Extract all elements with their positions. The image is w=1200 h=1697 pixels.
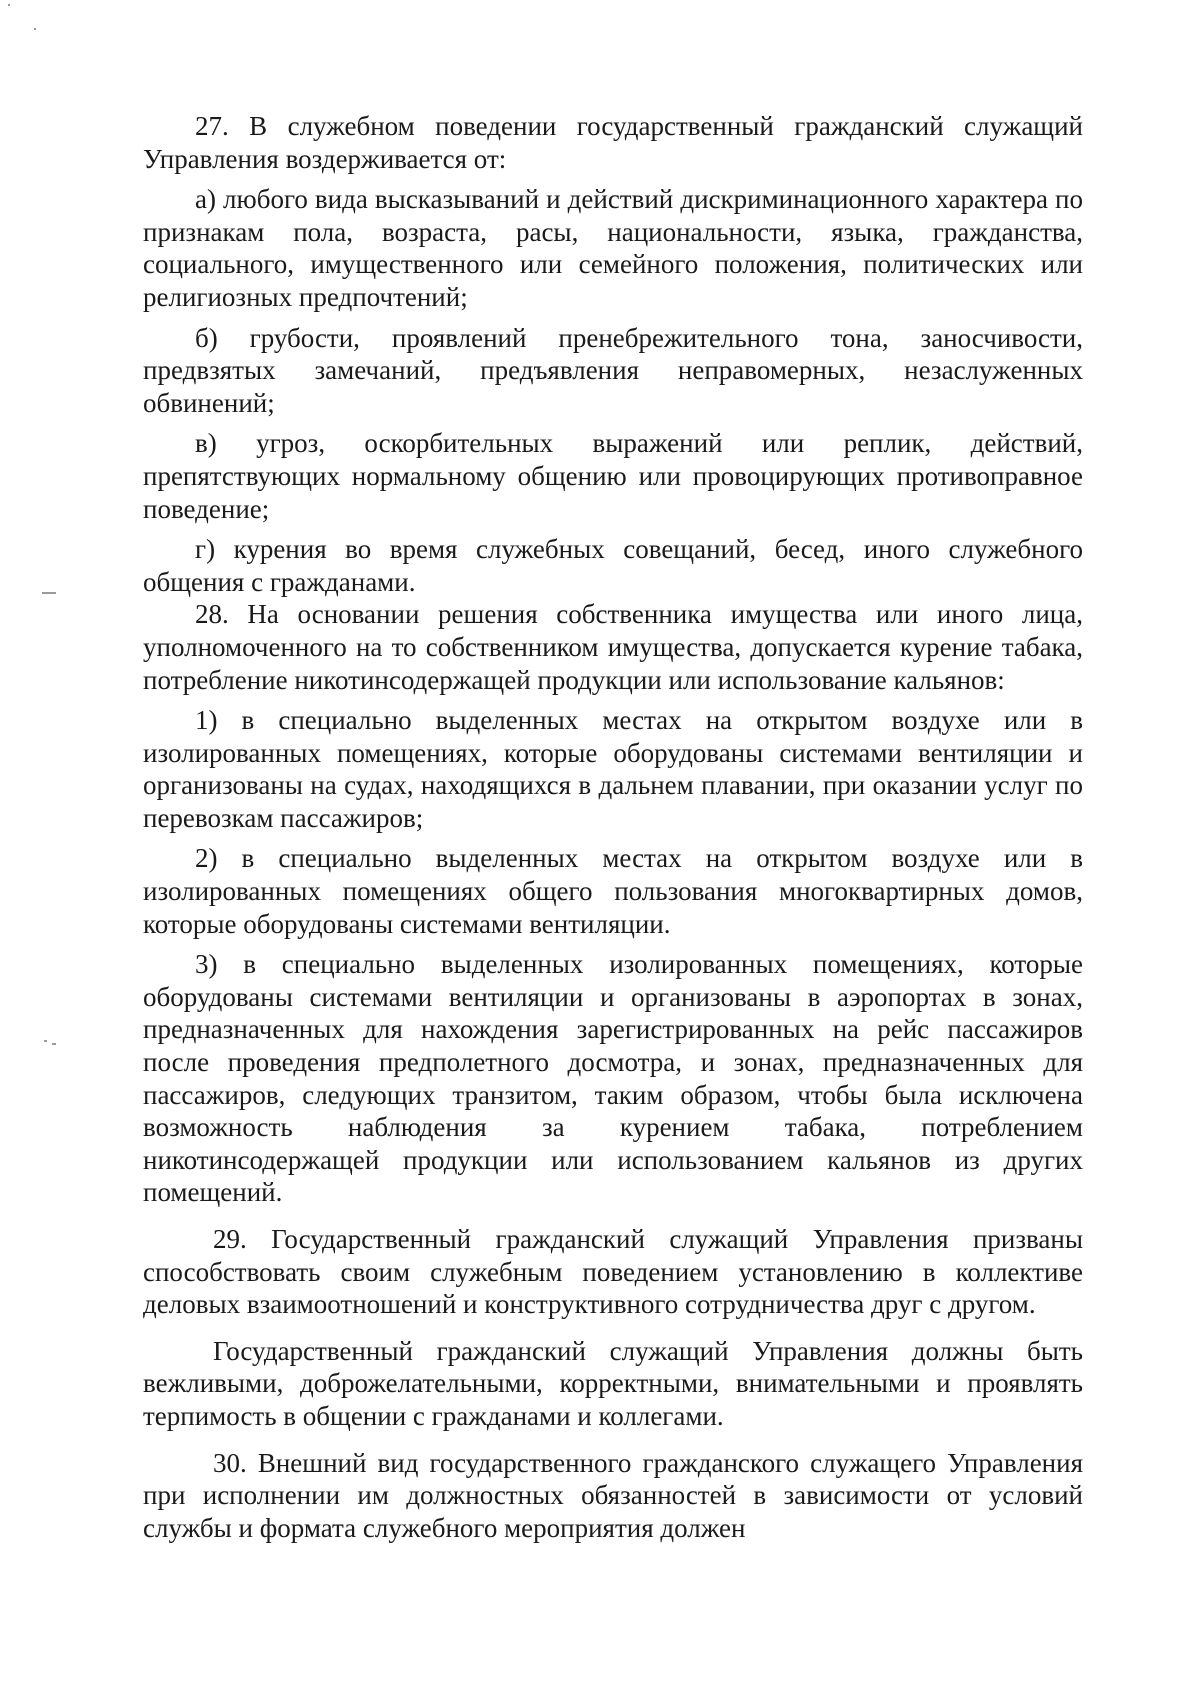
paragraph-27-b: б) грубости, проявлений пренебрежительного тона, заносчивости, предвзятых замечаний, предъявления неправомерных, незаслуженных обвинений; xyxy=(143,322,1083,418)
paragraph-30: 30. Внешний вид государственного гражданского служащего Управления при исполнении им должностных обязанностей в зависимости от условий службы и формата служебного мероприятия должен xyxy=(143,1447,1083,1543)
paragraph-27-a: а) любого вида высказываний и действий дискриминационного характера по признакам пола, возраста, расы, национальности, языка, гражданства, социального, имущественного или семейного положения, политических или религиозных предпочтений; xyxy=(143,184,1083,312)
paragraph-29-2: Государственный гражданский служащий Управления должны быть вежливыми, доброжелательными, корректными, внимательными и проявлять терпимость в общении с гражданами и коллегами. xyxy=(143,1335,1083,1431)
scan-speck xyxy=(42,592,56,594)
paragraph-27-g: г) курения во время служебных совещаний, бесед, иного служебного общения с гражданами. xyxy=(143,534,1083,597)
paragraph-29: 29. Государственный гражданский служащий Управления призваны способствовать своим служебным поведением установлению в коллективе деловых взаимоотношений и конструктивного сотрудничества друг с другом. xyxy=(143,1224,1083,1320)
paragraph-28-1: 1) в специально выделенных местах на открытом воздухе или в изолированных помещениях, которые оборудованы системами вентиляции и организованы на судах, находящихся в дальнем плавании, при оказании услуг по перевозкам пассажиров; xyxy=(143,705,1083,833)
document-body xyxy=(143,110,1083,1544)
scan-speck xyxy=(44,1040,47,1042)
paragraph-28-3: 3) в специально выделенных изолированных помещениях, которые оборудованы системами вентиляции и организованы в аэропортах в зонах, предназначенных для нахождения зарегистрированных на рейс пассажиров после проведения предполетного досмотра, и зонах, предназначенных для пассажиров, следующих транзитом, таким образом, чтобы была исключена возможность наблюдения за курением табака, потреблением никотинсодержащей продукции или использованием кальянов из других помещений. xyxy=(143,949,1083,1208)
paragraph-28: 28. На основании решения собственника имущества или иного лица, уполномоченного на то собственником имущества, допускается курение табака, потребление никотинсодержащей продукции или использование кальянов: xyxy=(143,599,1083,695)
paragraph-27-v: в) угроз, оскорбительных выражений или реплик, действий, препятствующих нормальному общению или провоцирующих противоправное поведение; xyxy=(143,428,1083,524)
paragraph-27: 27. В служебном поведении государственный гражданский служащий Управления воздерживается от: xyxy=(143,111,1083,174)
scan-speck xyxy=(34,28,36,30)
paragraph-28-2: 2) в специально выделенных местах на открытом воздухе или в изолированных помещениях общего пользования многоквартирных домов, которые оборудованы системами вентиляции. xyxy=(143,843,1083,939)
scan-speck xyxy=(8,4,10,6)
scan-speck xyxy=(52,1043,56,1045)
